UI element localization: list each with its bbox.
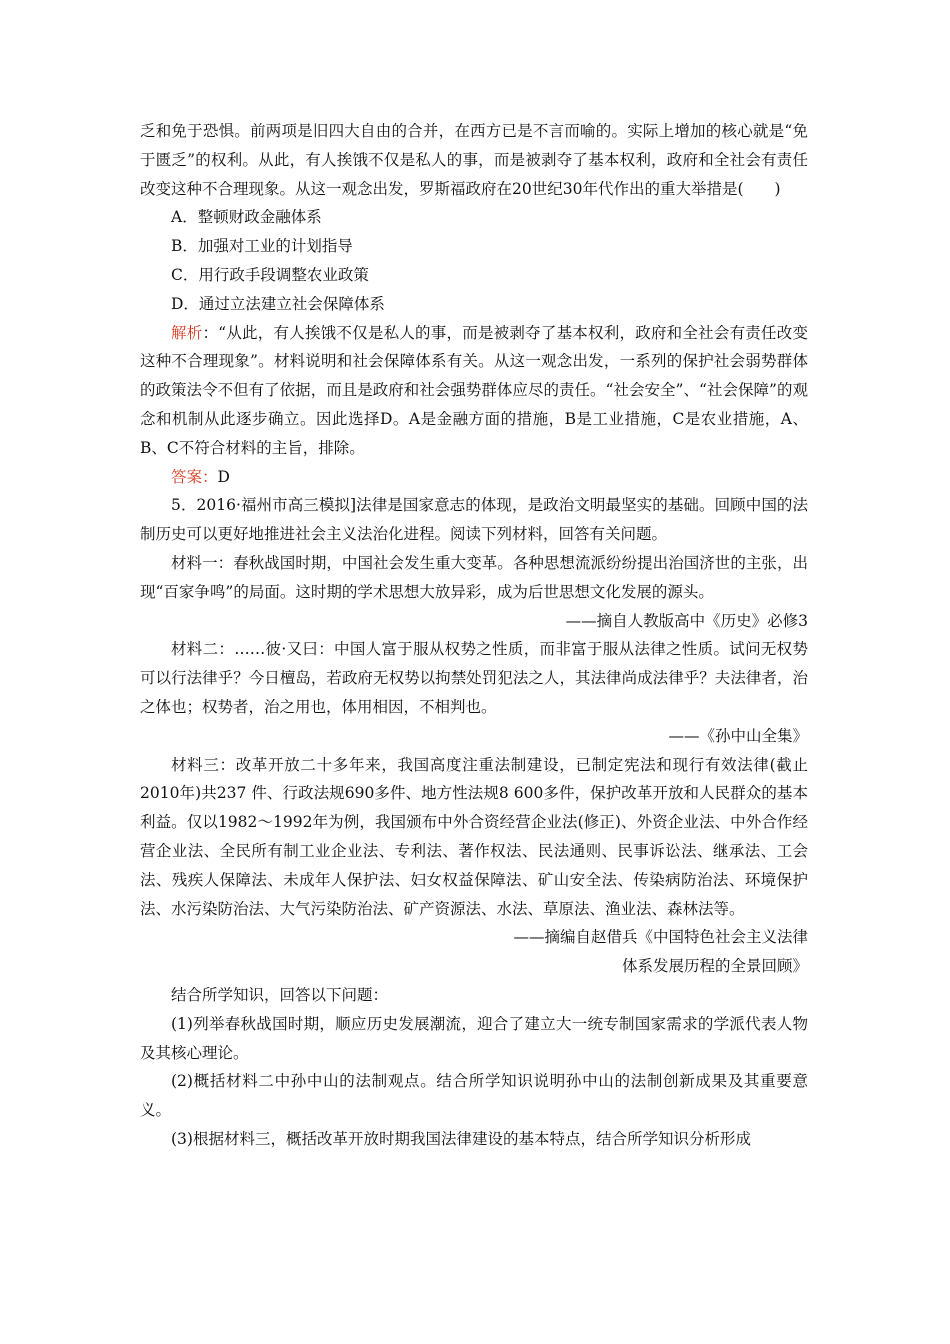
q4-analysis xyxy=(140,319,808,463)
material-1-source: ——摘自人教版高中《历史》必修3 xyxy=(565,611,808,630)
q4-answer xyxy=(140,463,808,492)
q4-option-d: D．通过立法建立社会保障体系 xyxy=(171,294,385,313)
analysis-label: 解析 xyxy=(171,323,203,342)
material-2-source: ——《孙中山全集》 xyxy=(668,726,808,745)
material-1: 材料一：春秋战国时期，中国社会发生重大变革。各种思想流派纷纷提出治国济世的主张，出现“百家争鸣”的局面。这时期的学术思想大放异彩，成为后世思想文化发展的源头。 xyxy=(140,553,808,601)
analysis-text: ：“从此，有人挨饿不仅是私人的事，而是被剥夺了基本权利，政府和全社会有责任改变这种不合理现象”。材料说明和社会保障体系有关。从这一观念出发，一系列的保护社会弱势群体的政策法令不但有了依据，而且是政府和社会强势群体应尽的责任。“社会安全”、“社会保障”的观念和机制从此逐步确立。因此选择D。A是金融方面的措施，B是工业措施，C是农业措施，A、B、C不符合材料的主旨，排除。 xyxy=(140,323,808,457)
q5-intro: 5．2016·福州市高三模拟]法律是国家意志的体现，是政治文明最坚实的基础。回顾中国的法制历史可以更好地推进社会主义法治化进程。阅读下列材料，回答有关问题。 xyxy=(140,496,808,544)
q4-option-a: A．整顿财政金融体系 xyxy=(171,208,322,227)
q5-question-2: (2)概括材料二中孙中山的法制观点。结合所学知识说明孙中山的法制创新成果及其重要意义。 xyxy=(140,1072,808,1120)
document-page xyxy=(140,117,808,1154)
material-3-source-line2: 体系发展历程的全景回顾》 xyxy=(621,957,808,976)
q4-option-c: C．用行政手段调整农业政策 xyxy=(171,265,369,284)
material-3: 材料三：改革开放二十多年来，我国高度注重法制建设，已制定宪法和现行有效法律(截止2010年)共237 件、行政法规690多件、地方性法规8 600多件，保护改革开放和人民群众的基本利益。仅以1982～1992年为例，我国颁布中外合资经营企业法(修正)、外资企业法、中外合作经营企业法、全民所有制工业企业法、专利法、著作权法、民法通则、民事诉讼法、继承法、工会法、残疾人保障法、未成年人保护法、妇女权益保障法、矿山安全法、传染病防治法、环境保护法、水污染防治法、大气污染防治法、矿产资源法、水法、草原法、渔业法、森林法等。 xyxy=(140,755,808,918)
q4-option-b: B．加强对工业的计划指导 xyxy=(171,237,353,256)
material-3-source-line1: ——摘编自赵借兵《中国特色社会主义法律 xyxy=(513,928,808,947)
q5-question-1: (1)列举春秋战国时期，顺应历史发展潮流，迎合了建立大一统专制国家需求的学派代表人物及其核心理论。 xyxy=(140,1014,808,1062)
answer-value: D xyxy=(217,467,230,486)
q5-question-3: (3)根据材料三，概括改革开放时期我国法律建设的基本特点，结合所学知识分析形成 xyxy=(171,1129,751,1148)
answer-label: 答案： xyxy=(171,467,218,486)
q4-stem: 乏和免于恐惧。前两项是旧四大自由的合并，在西方已是不言而喻的。实际上增加的核心就是“免于匮乏”的权利。从此，有人挨饿不仅是私人的事，而是被剥夺了基本权利，政府和全社会有责任改变这种不合理现象。从这一观念出发，罗斯福政府在20世纪30年代作出的重大举措是( ) xyxy=(140,122,808,198)
q5-prompt: 结合所学知识，回答以下问题： xyxy=(171,985,389,1004)
material-2: 材料二：……彼·又曰：中国人富于服从权势之性质，而非富于服从法律之性质。试问无权势可以行法律乎？今日檀岛，若政府无权势以拘禁处罚犯法之人，其法律尚成法律乎？夫法律者，治之体也；权势者，治之用也，体用相因，不相判也。 xyxy=(140,640,808,716)
